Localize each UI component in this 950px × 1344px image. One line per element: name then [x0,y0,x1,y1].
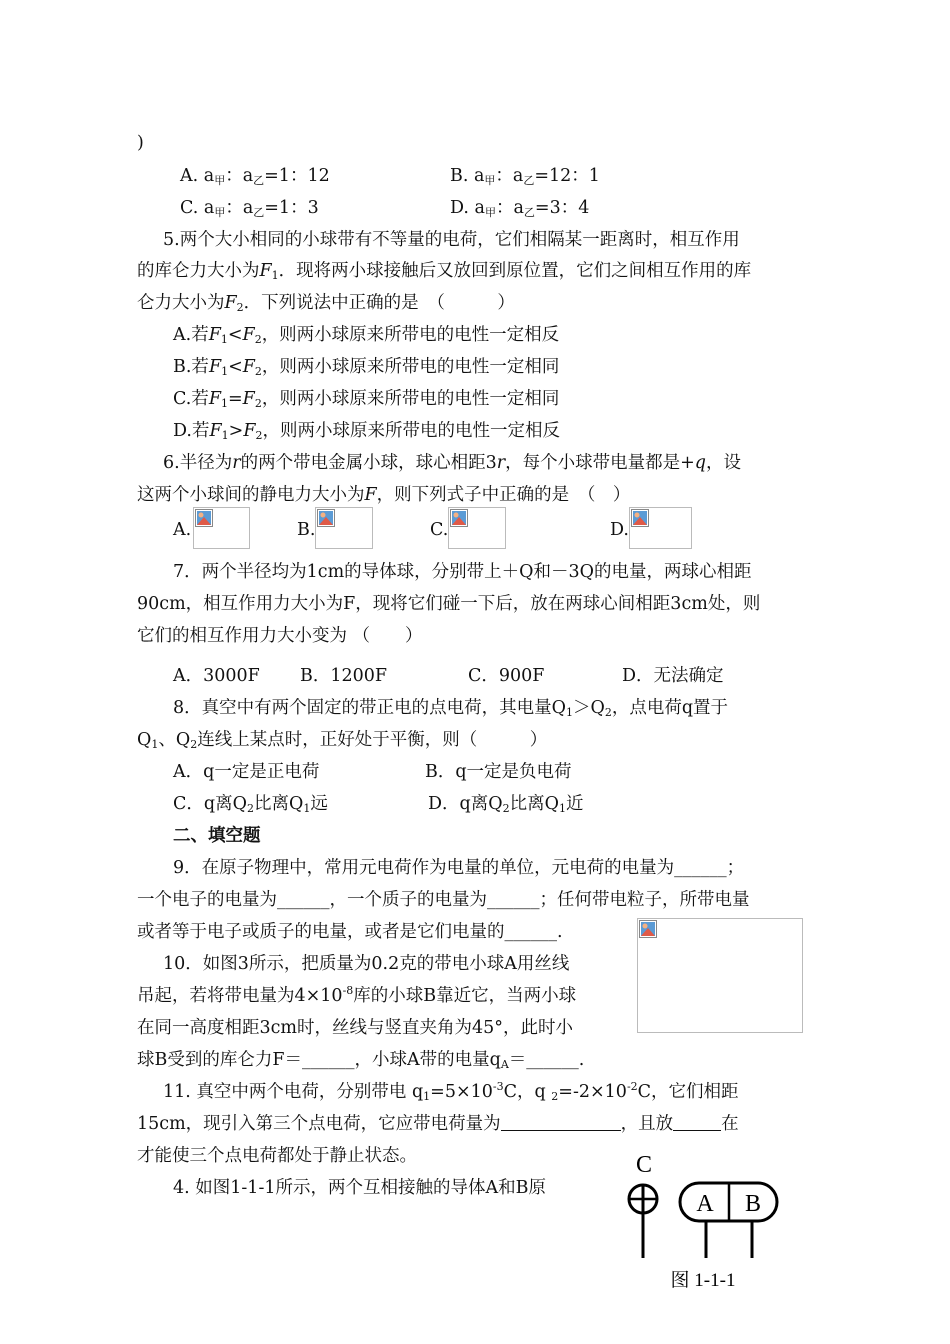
q7-option-c: C．900F [468,666,545,686]
q5-option-b: B.若$F_1<F_2$，则两小球原来所带电的电性一定相同 [173,357,560,378]
q10-line3: 在同一高度相距3cm时，丝线与竖直夹角为45°，此时小 [137,1018,574,1038]
q4-option-d: D. $a_甲$：$a_乙=3$：4 [450,198,590,219]
broken-image-icon [639,920,657,938]
q6-line2: 这两个小球间的静电力大小为F，则下列式子中正确的是 （ ） [137,485,631,505]
q5-line2: 的库仑力大小为$F_1$．现将两小球接触后又放回到原位置，它们之间相互作用的库 [137,261,752,282]
figure-caption: 图 1-1-1 [670,1270,736,1291]
broken-image-icon [450,509,468,527]
q7-option-a: A．3000F [173,666,260,686]
figure-label-c: C [635,1152,653,1178]
q6-option-a-image [193,507,250,549]
q10-figure-image [637,918,803,1033]
figure-label-b: B [744,1191,762,1217]
q6-option-d-image [629,507,692,549]
q8-option-c: C．q离$Q_2$比离$Q_1$远 [173,794,328,815]
q9-line1: 9．在原子物理中，常用元电荷作为电量的单位，元电荷的电量为______； [173,858,745,878]
q7-line3: 它们的相互作用力大小变为 （ ） [137,626,423,646]
q10-line2: 吊起，若将带电量为$4\times 10^{-8}$库的小球B靠近它，当两小球 [137,984,577,1006]
q5-option-d: D.若$F_1>F_2$，则两小球原来所带电的电性一定相反 [173,421,560,442]
q11-line2: 15cm，现引入第三个点电荷，它应带电荷量为 ，且放 在 [137,1114,739,1134]
q8-line1: 8．真空中有两个固定的带正电的点电荷，其电量$Q_1>Q_2$，点电荷q置于 [173,698,729,719]
q6-option-c-image [448,507,506,549]
q8-option-b: B．q一定是负电荷 [425,762,572,782]
broken-image-icon [195,509,213,527]
q5-option-c: C.若$F_1=F_2$，则两小球原来所带电的电性一定相同 [173,389,560,410]
q5-line1: 5.两个大小相同的小球带有不等量的电荷，它们相隔某一距离时，相互作用 [163,230,740,250]
q5-option-a: A.若$F_1<F_2$，则两小球原来所带电的电性一定相反 [173,325,560,346]
broken-image-icon [631,509,649,527]
q8-option-a: A．q一定是正电荷 [173,762,320,782]
q6-option-d-label: D. [610,520,629,540]
q7-option-b: B．1200F [300,666,388,686]
q4-tail: ) [137,133,144,153]
q4-option-c: C. $a_甲$：$a_乙=1$：3 [180,198,319,219]
section-heading: 二、填空题 [173,826,261,846]
q8-option-d: D．q离$Q_2$比离$Q_1$近 [428,794,584,815]
q6-option-b-label: B. [297,520,316,540]
q4-option-a: A. $a_甲$：$a_乙=1$：12 [180,166,330,187]
q10-line1: 10．如图3所示，把质量为0.2克的带电小球A用丝线 [163,954,570,974]
q11-line3: 才能使三个点电荷都处于静止状态。 [137,1146,417,1166]
q9-line2: 一个电子的电量为______，一个质子的电量为______；任何带电粒子，所带电量 [137,890,750,910]
q8-line2: $Q_1$、$Q_2$连线上某点时，正好处于平衡，则（ ） [137,730,548,751]
q10-line4: 球B受到的库仑力F＝______，小球A带的电量$q_A=\_\_\_\_\_\_$. [137,1050,585,1071]
q6-option-a-label: A. [173,520,192,540]
q7-option-d: D．无法确定 [622,666,724,686]
q6-option-b-image [315,507,373,549]
figure-label-a: A [696,1191,714,1217]
q5-line3: 仑力大小为$F_2$．下列说法中正确的是 （ ） [137,293,515,314]
broken-image-icon [317,509,335,527]
q7-line2: 90cm，相互作用力大小为F，现将它们碰一下后，放在两球心间相距3cm处，则 [137,594,761,614]
q6-option-c-label: C. [430,520,449,540]
q4b-line1: 4. 如图1-1-1所示，两个互相接触的导体A和B原 [173,1178,546,1198]
q9-line3: 或者等于电子或质子的电量，或者是它们电量的______. [137,922,563,942]
figure-1-1-1 [610,1150,810,1295]
q6-line1: 6.半径为r的两个带电金属小球，球心相距3r，每个小球带电量都是+q，设 [163,453,741,473]
q4-option-b: B. $a_甲$：$a_乙=12$：1 [450,166,600,187]
q11-line1: 11. 真空中两个电荷，分别带电 $q_1=5\times 10^{-3}C$，q $_2=-2\times 10^{-2}C$，它们相距 [163,1080,739,1103]
q7-line1: 7．两个半径均为1cm的导体球，分别带上＋Q和－3Q的电量，两球心相距 [173,562,752,582]
